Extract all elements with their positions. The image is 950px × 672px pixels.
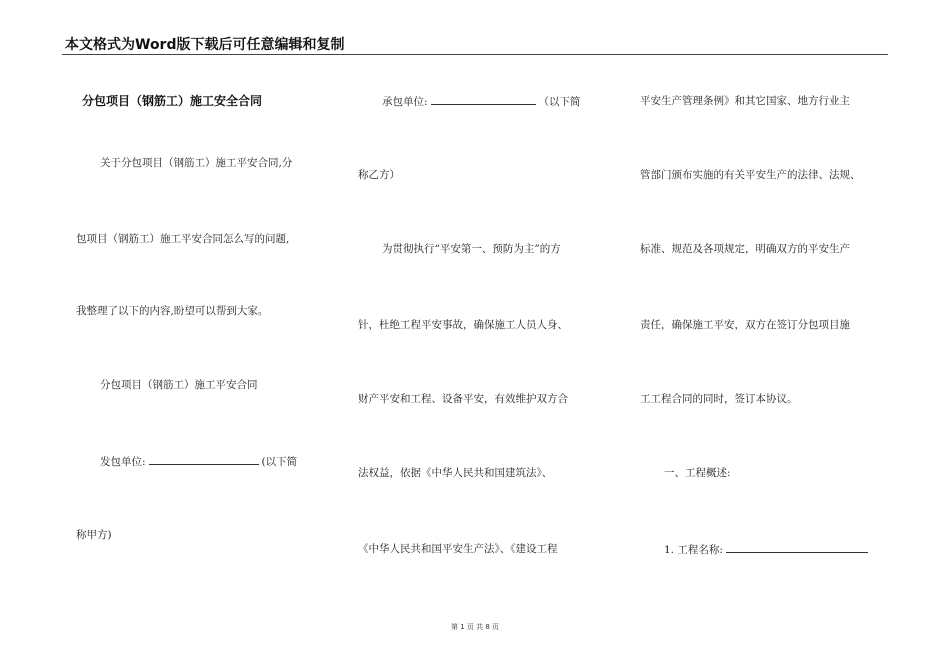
paragraph-line-10: 工工程合同的同时，签订本协议。 <box>640 393 798 405</box>
party-b-continuation: 称乙方） <box>358 169 400 181</box>
intro-line-3: 我整理了以下的内容,盼望可以帮到大家。 <box>76 305 269 317</box>
page-footer: 第 1 页 共 8 页 <box>450 623 500 631</box>
paragraph-line-1: 为贯彻执行“平安第一、预防为主”的方 <box>382 243 561 255</box>
party-a-suffix: (以下简 <box>261 456 298 468</box>
party-a-label: 发包单位: <box>100 456 146 468</box>
section-heading-1: 一、工程概述: <box>664 467 731 479</box>
paragraph-line-4: 法权益，依据《中华人民共和国建筑法》、 <box>358 467 553 479</box>
party-a-line <box>100 454 297 469</box>
page-header: 本文格式为Word版下载后可任意编辑和复制 <box>65 37 345 53</box>
intro-line-1: 关于分包项目（钢筋工）施工平安合同,分 <box>100 157 293 169</box>
project-name-blank[interactable] <box>726 542 868 553</box>
paragraph-line-7: 管部门颁布实施的有关平安生产的法律、法规、 <box>640 169 861 181</box>
paragraph-line-6: 平安生产管理条例》和其它国家、地方行业主 <box>640 95 850 107</box>
party-a-blank[interactable] <box>149 454 259 465</box>
project-name-label: 1. 工程名称: <box>664 544 723 556</box>
paragraph-line-9: 责任，确保施工平安，双方在签订分包项目施 <box>640 319 850 331</box>
project-name-line <box>664 542 871 557</box>
party-a-continuation: 称甲方) <box>76 529 112 541</box>
document-title: 分包项目（钢筋工）施工安全合同 <box>82 94 263 108</box>
party-b-label: 承包单位: <box>382 96 428 108</box>
party-b-line <box>382 94 581 109</box>
paragraph-line-5: 《中华人民共和国平安生产法》、《建设工程 <box>358 543 558 555</box>
paragraph-line-2: 针，杜绝工程平安事故，确保施工人员人身、 <box>358 319 568 331</box>
party-b-suffix: （以下简 <box>538 96 581 108</box>
contract-subtitle: 分包项目（钢筋工）施工平安合同 <box>100 379 258 391</box>
intro-line-2: 包项目（钢筋工）施工平安合同怎么写的问题, <box>76 233 290 245</box>
paragraph-line-8: 标准、规范及各项规定，明确双方的平安生产 <box>640 243 850 255</box>
party-b-blank[interactable] <box>431 94 536 105</box>
header-rule <box>62 54 888 55</box>
paragraph-line-3: 财产平安和工程、设备平安，有效维护双方合 <box>358 393 568 405</box>
